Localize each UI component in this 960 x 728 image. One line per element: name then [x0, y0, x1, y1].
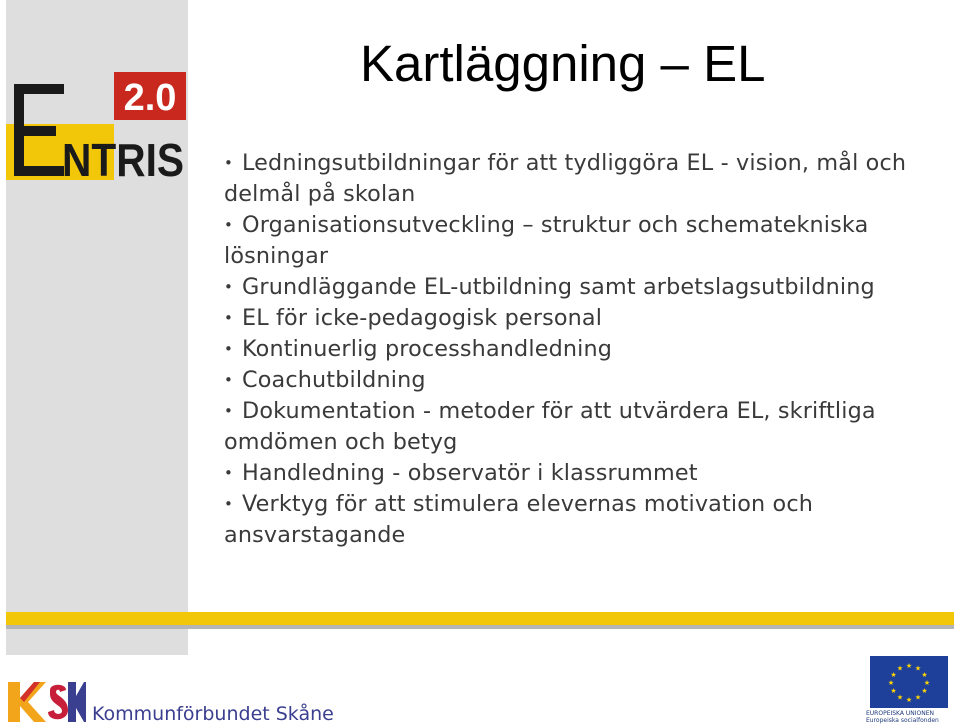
svg-text:★: ★ — [890, 687, 897, 695]
bullet-item: • Grundläggande EL-utbildning samt arbetslagsutbildning — [224, 272, 960, 303]
svg-text:2.0: 2.0 — [123, 77, 177, 119]
svg-text:★: ★ — [896, 693, 904, 702]
svg-text:NTRIS: NTRIS — [62, 134, 184, 180]
svg-text:★: ★ — [896, 664, 904, 673]
bullet-icon: • — [224, 464, 233, 482]
bullet-icon: • — [224, 402, 233, 420]
footer-divider-grey — [6, 625, 954, 629]
bullet-item: • Verktyg för att stimulera elevernas motivation och ansvarstagande — [224, 491, 814, 548]
slide-title: Kartläggning – EL — [360, 35, 766, 92]
svg-text:★: ★ — [905, 662, 913, 670]
bullet-list — [224, 148, 960, 551]
eu-flag-icon — [870, 656, 948, 708]
svg-text:★: ★ — [905, 696, 913, 704]
bullet-icon: • — [224, 278, 233, 296]
bullet-icon: • — [224, 371, 233, 389]
svg-text:★: ★ — [923, 679, 931, 687]
bullet-item: • Dokumentation - metoder för att utvärdera EL, skriftliga omdömen och betyg — [224, 398, 876, 455]
ksk-logo — [6, 680, 86, 724]
bullet-item: • Handledning - observatör i klassrummet — [224, 458, 960, 489]
bullet-icon: • — [224, 340, 233, 358]
bullet-icon: • — [224, 216, 233, 234]
svg-text:★: ★ — [921, 687, 928, 695]
footer-divider-yellow — [6, 612, 954, 625]
svg-text:★: ★ — [887, 679, 895, 687]
bullet-icon: • — [224, 154, 233, 172]
organization-name: Kommunförbundet Skåne — [92, 703, 334, 725]
eu-caption — [866, 710, 956, 724]
svg-text:★: ★ — [921, 671, 928, 679]
bullet-item: • Kontinuerlig processhandledning — [224, 334, 960, 365]
entris-logo — [6, 66, 188, 180]
bullet-icon: • — [224, 495, 233, 513]
bullet-item: • EL för icke-pedagogisk personal — [224, 303, 960, 334]
eu-caption-line-1: EUROPEISKA UNIONEN — [866, 710, 935, 717]
bullet-item: • Organisationsutveckling – struktur och schematekniska lösningar — [224, 212, 869, 269]
svg-text:★: ★ — [914, 693, 922, 702]
bullet-icon: • — [224, 309, 233, 327]
eu-caption-line-2: Europeiska socialfonden — [866, 717, 939, 724]
bullet-item: • Coachutbildning — [224, 365, 960, 396]
svg-text:★: ★ — [914, 664, 922, 673]
bullet-item: • Ledningsutbildningar för att tydliggöra EL - vision, mål och delmål på skolan — [224, 150, 907, 207]
svg-text:★: ★ — [890, 671, 897, 679]
